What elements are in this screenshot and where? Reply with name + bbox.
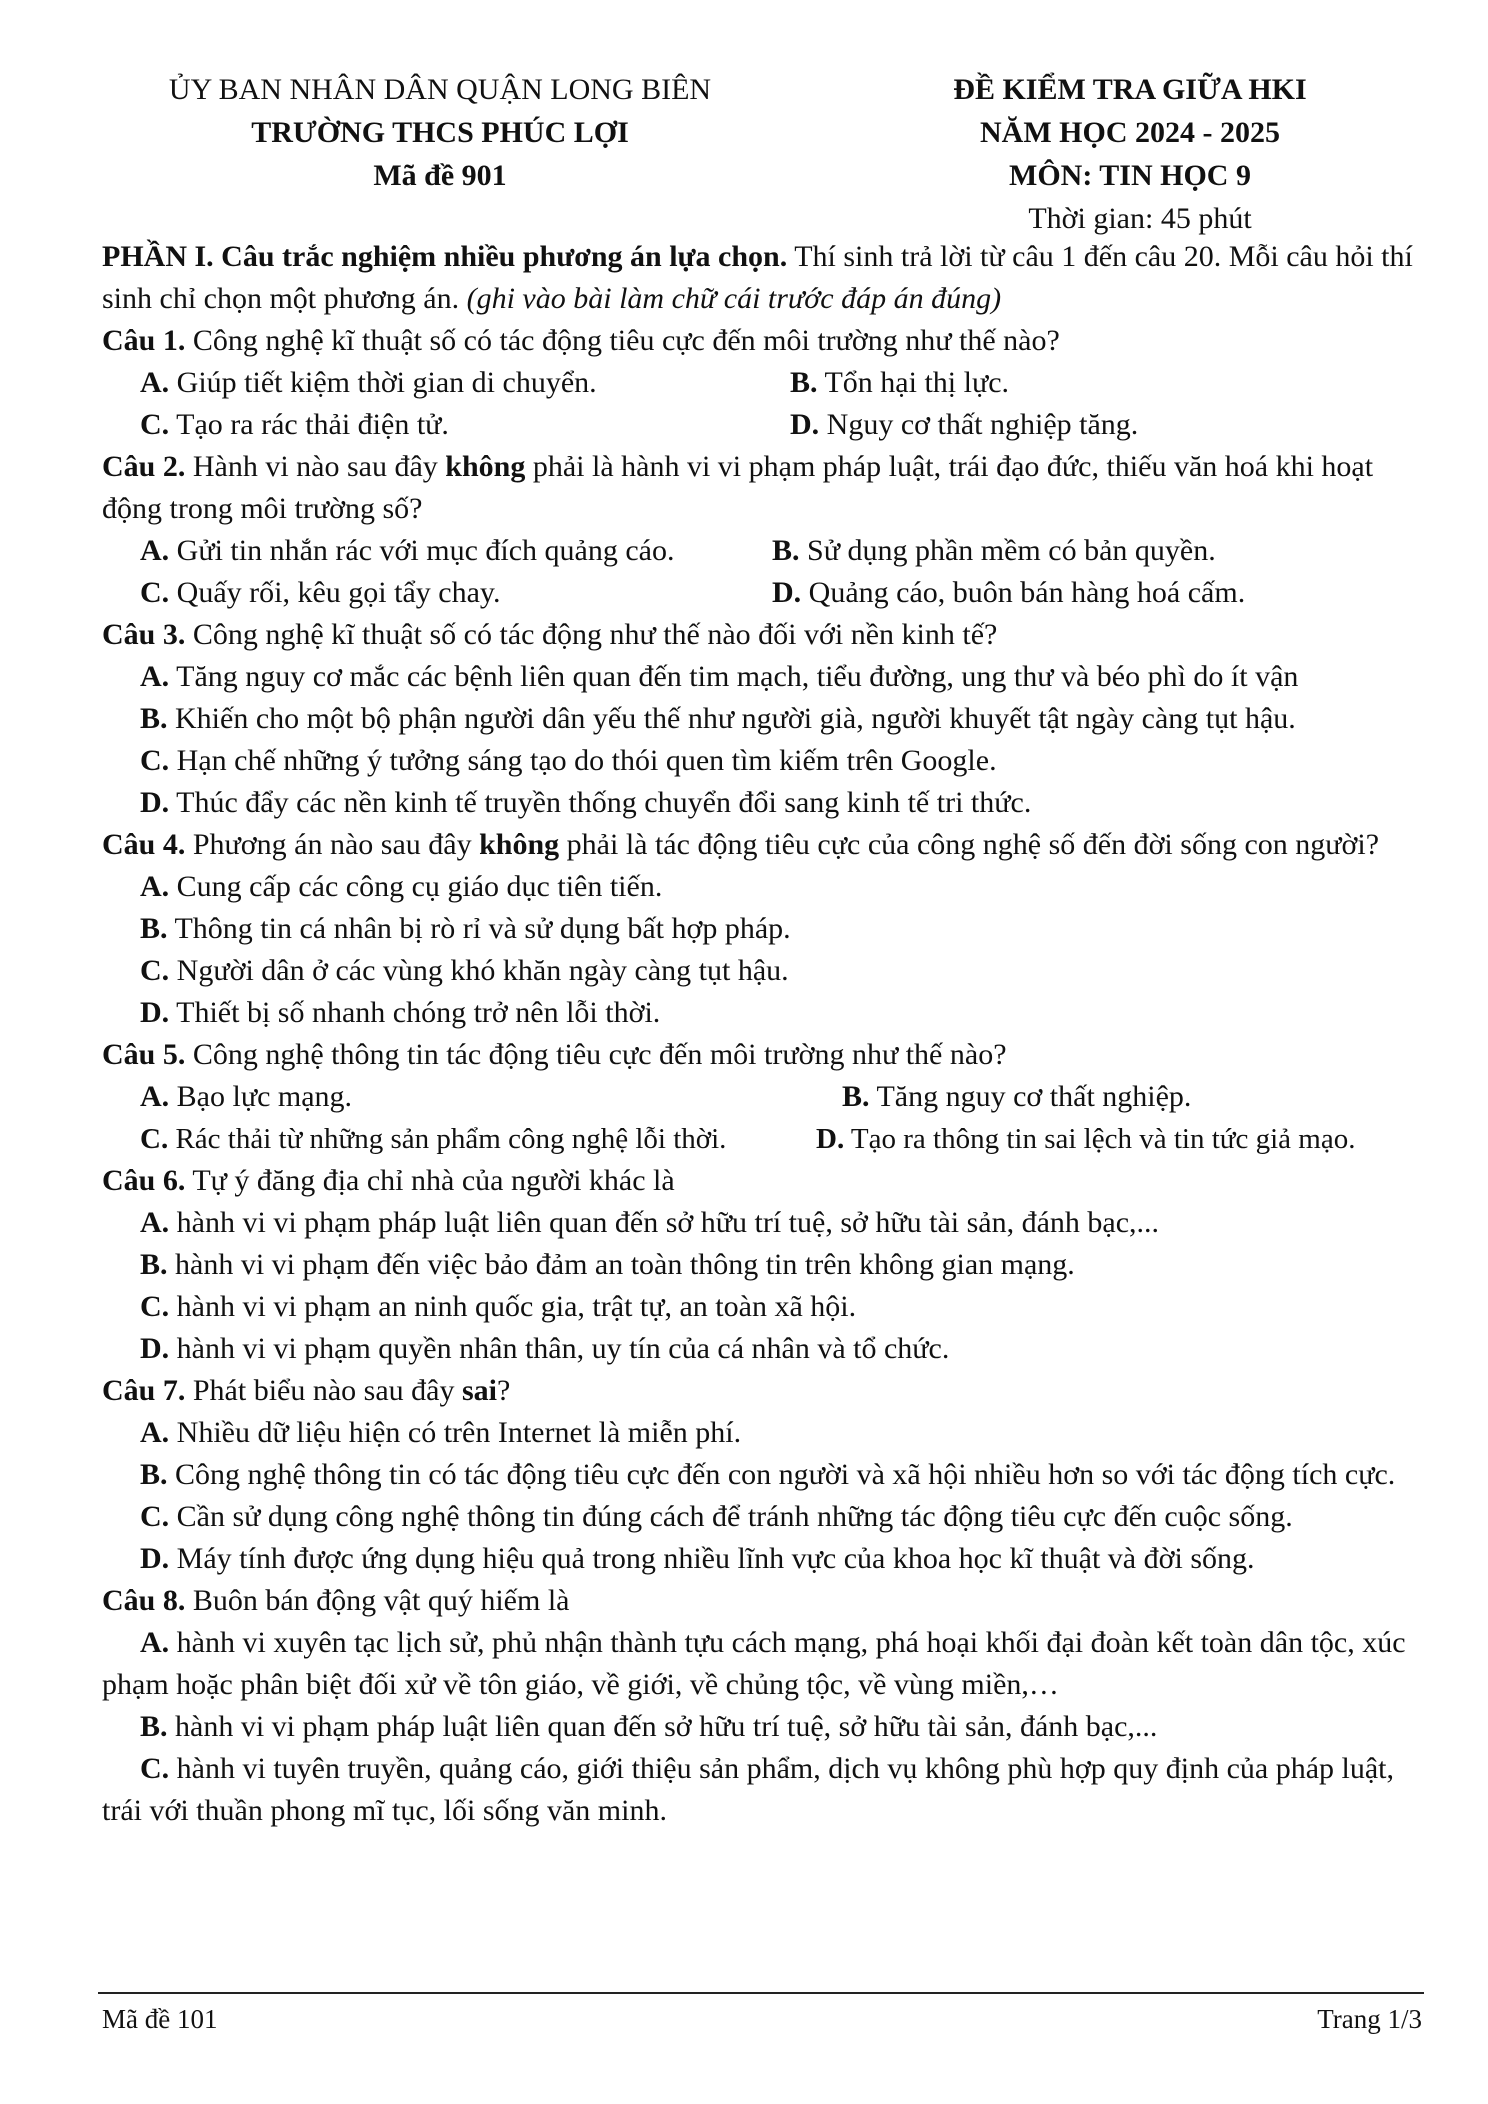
question-label: Câu 8. <box>102 1584 186 1617</box>
question-text: Công nghệ thông tin tác động tiêu cực đến môi trường như thế nào? <box>185 1038 1007 1071</box>
options-row <box>102 572 1422 614</box>
option-a: A. hành vi vi phạm pháp luật liên quan đến sở hữu trí tuệ, sở hữu tài sản, đánh bạc,... <box>140 1206 1160 1239</box>
option-b: B. Công nghệ thông tin có tác động tiêu cực đến con người và xã hội nhiều hơn so với tác động tích cực. <box>140 1458 1396 1491</box>
option-b: B. Khiến cho một bộ phận người dân yếu thế như người già, người khuyết tật ngày càng tụt hậu. <box>140 702 1296 735</box>
section-intro <box>102 236 1422 320</box>
option-d: D. hành vi vi phạm quyền nhân thân, uy tín của cá nhân và tổ chức. <box>140 1332 950 1365</box>
emphasis: không <box>445 450 526 483</box>
question-2: Câu 2. Hành vi nào sau đây không phải là hành vi vi phạm pháp luật, trái đạo đức, thiếu văn hoá khi hoạt động trong môi trường số? <box>102 450 1374 525</box>
question-text: Công nghệ kĩ thuật số có tác động tiêu cực đến môi trường như thế nào? <box>185 324 1060 357</box>
question-4: Câu 4. Phương án nào sau đây không phải là tác động tiêu cực của công nghệ số đến đời sống con người? <box>102 828 1380 861</box>
option-c: C. Tạo ra rác thải điện tử. <box>140 408 449 441</box>
section-instruction: Thí sinh trả lời từ câu 1 đến câu 20. Mỗi câu hỏi thí sinh chỉ chọn một phương án. <box>102 240 1413 315</box>
question-label: Câu 2. <box>102 450 186 483</box>
question-text: Công nghệ kĩ thuật số có tác động như thế nào đối với nền kinh tế? <box>185 618 998 651</box>
question-1 <box>102 320 1422 362</box>
option-c: C. Người dân ở các vùng khó khăn ngày càng tụt hậu. <box>140 954 789 987</box>
option-b: B. hành vi vi phạm đến việc bảo đảm an toàn thông tin trên không gian mạng. <box>140 1248 1075 1281</box>
options-row <box>102 1076 1422 1118</box>
option-b: B. hành vi vi phạm pháp luật liên quan đến sở hữu trí tuệ, sở hữu tài sản, đánh bạc,... <box>140 1710 1158 1743</box>
option-d: D. Tạo ra thông tin sai lệch và tin tức giả mạo. <box>816 1123 1356 1155</box>
question-7: Câu 7. Phát biểu nào sau đây sai? <box>102 1374 511 1407</box>
district-name: ỦY BAN NHÂN DÂN QUẬN LONG BIÊN <box>168 73 712 106</box>
option-d: D. Nguy cơ thất nghiệp tăng. <box>790 408 1139 441</box>
header-right <box>880 68 1380 240</box>
page-number: Trang 1/3 <box>1317 2004 1422 2034</box>
question-8 <box>102 1580 1422 1622</box>
option-b: B. Thông tin cá nhân bị rò rỉ và sử dụng bất hợp pháp. <box>140 912 791 945</box>
section-instruction-note: (ghi vào bài làm chữ cái trước đáp án đúng) <box>466 282 1002 315</box>
options-row <box>102 530 1422 572</box>
exam-title: ĐỀ KIỂM TRA GIỮA HKI <box>953 73 1307 106</box>
option-d: D. Quảng cáo, buôn bán hàng hoá cấm. <box>772 576 1246 609</box>
exam-code: Mã đề 901 <box>373 159 507 192</box>
option-a: A. Gửi tin nhắn rác với mục đích quảng cáo. <box>140 534 675 567</box>
section-title: PHẦN I. Câu trắc nghiệm nhiều phương án lựa chọn. <box>102 240 788 273</box>
option-c: C. Quấy rối, kêu gọi tẩy chay. <box>140 576 501 609</box>
question-text: Tự ý đăng địa chỉ nhà của người khác là <box>185 1164 675 1197</box>
question-label: Câu 7. <box>102 1374 186 1407</box>
school-name: TRƯỜNG THCS PHÚC LỢI <box>251 116 629 149</box>
exam-content <box>102 236 1422 1832</box>
question-label: Câu 1. <box>102 324 186 357</box>
footer-divider <box>98 1992 1424 1994</box>
option-d: D. Thúc đẩy các nền kinh tế truyền thống chuyển đổi sang kinh tế tri thức. <box>140 786 1032 819</box>
option-d: D. Thiết bị số nhanh chóng trở nên lỗi thời. <box>140 996 661 1029</box>
emphasis: không <box>479 828 560 861</box>
question-5 <box>102 1034 1422 1076</box>
option-b: B. Sử dụng phần mềm có bản quyền. <box>772 534 1216 567</box>
footer-exam-code: Mã đề 101 <box>102 2004 218 2034</box>
question-label: Câu 3. <box>102 618 186 651</box>
question-label: Câu 6. <box>102 1164 186 1197</box>
option-c: C. hành vi vi phạm an ninh quốc gia, trật tự, an toàn xã hội. <box>140 1290 857 1323</box>
option-c: C. hành vi tuyên truyền, quảng cáo, giới thiệu sản phẩm, dịch vụ không phù hợp quy định của pháp luật, trái với thuần phong mĩ tục, lối sống văn minh. <box>102 1752 1395 1827</box>
emphasis: sai <box>461 1374 497 1407</box>
question-label: Câu 4. <box>102 828 186 861</box>
header-left <box>120 68 760 197</box>
option-c: C. Hạn chế những ý tưởng sáng tạo do thói quen tìm kiếm trên Google. <box>140 744 997 777</box>
subject: MÔN: TIN HỌC 9 <box>1009 159 1251 192</box>
option-a: A. Cung cấp các công cụ giáo dục tiên tiến. <box>140 870 663 903</box>
options-row <box>102 362 1422 404</box>
option-c: C. Cần sử dụng công nghệ thông tin đúng cách để tránh những tác động tiêu cực đến cuộc sống. <box>140 1500 1293 1533</box>
option-b: B. Tổn hại thị lực. <box>790 366 1010 399</box>
question-label: Câu 5. <box>102 1038 186 1071</box>
option-c: C. Rác thải từ những sản phẩm công nghệ lỗi thời. <box>140 1123 727 1155</box>
option-a: A. Giúp tiết kiệm thời gian di chuyển. <box>140 366 597 399</box>
option-a: A. Bạo lực mạng. <box>140 1080 353 1113</box>
options-row <box>102 1118 1422 1160</box>
option-a: A. Tăng nguy cơ mắc các bệnh liên quan đến tim mạch, tiểu đường, ung thư và béo phì do ít vận <box>140 660 1299 693</box>
question-text: Buôn bán động vật quý hiếm là <box>185 1584 570 1617</box>
question-6 <box>102 1160 1422 1202</box>
question-3 <box>102 614 1422 656</box>
school-year: NĂM HỌC 2024 - 2025 <box>980 116 1280 149</box>
option-a: A. hành vi xuyên tạc lịch sử, phủ nhận thành tựu cách mạng, phá hoại khối đại đoàn kết toàn dân tộc, xúc phạm hoặc phân biệt đối xử về tôn giáo, về giới, về chủng tộc, về vùng miền,… <box>102 1626 1406 1701</box>
exam-duration: Thời gian: 45 phút <box>1028 202 1252 235</box>
option-a: A. Nhiều dữ liệu hiện có trên Internet là miễn phí. <box>140 1416 742 1449</box>
options-row <box>102 404 1422 446</box>
option-d: D. Máy tính được ứng dụng hiệu quả trong nhiều lĩnh vực của khoa học kĩ thuật và đời sống. <box>140 1542 1255 1575</box>
option-b: B. Tăng nguy cơ thất nghiệp. <box>842 1080 1192 1113</box>
